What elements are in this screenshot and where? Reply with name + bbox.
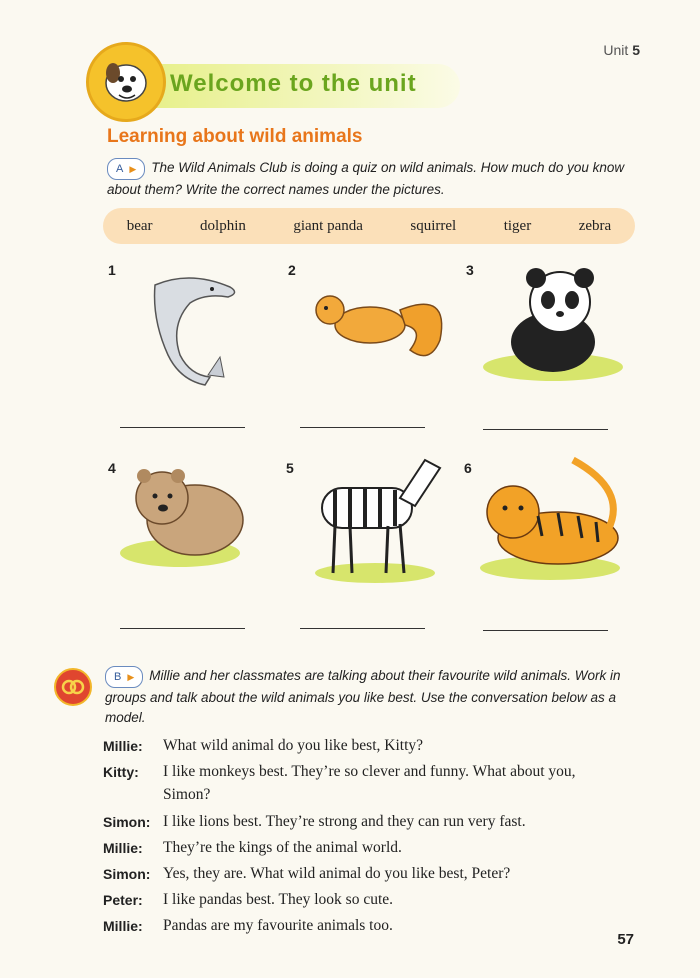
part-b-instruction: B ▶ Millie and her classmates are talking about their favourite wild animals. Work in groups and talk about the wild animals you like best. Use the conversation below as a model. <box>105 666 640 728</box>
dialogue-line: Yes, they are. What wild animal do you like best, Peter? <box>163 865 511 882</box>
zebra-icon <box>300 448 465 603</box>
answer-line[interactable] <box>120 427 245 428</box>
section-title: Learning about wild animals <box>107 126 363 147</box>
dialogue-line: I like monkeys best. They’re so clever and funny. What about you, Simon? <box>163 763 576 803</box>
dialogue-speaker: Millie: <box>103 738 143 754</box>
bear-icon <box>120 458 285 613</box>
squirrel-icon <box>300 270 465 425</box>
word-bank-item: dolphin <box>200 217 246 234</box>
answer-line[interactable] <box>483 429 608 430</box>
dialogue-line: I like lions best. They’re strong and they can run very fast. <box>163 813 526 830</box>
dolphin-icon <box>120 265 285 420</box>
picture-number: 4 <box>108 460 116 476</box>
picture-number: 3 <box>466 262 474 278</box>
answer-line[interactable] <box>483 630 608 631</box>
word-bank-item: giant panda <box>293 217 363 234</box>
dialogue-speaker: Millie: <box>103 840 143 856</box>
answer-line[interactable] <box>300 427 425 428</box>
group-work-icon <box>54 668 92 706</box>
picture-number: 1 <box>108 262 116 278</box>
part-b-badge: B ▶ <box>105 666 143 688</box>
part-a-instruction: A ▶ The Wild Animals Club is doing a quiz on wild animals. How much do you know about them? Write the correct names under the pictures. <box>107 158 629 200</box>
dialogue-speaker: Kitty: <box>103 764 139 780</box>
dialogue-line: Pandas are my favourite animals too. <box>163 917 393 934</box>
dialogue-speaker: Simon: <box>103 866 151 882</box>
word-bank-item: zebra <box>578 217 612 234</box>
dialogue-line: What wild animal do you like best, Kitty? <box>163 737 424 754</box>
tiger-icon <box>478 450 643 605</box>
dialogue-speaker: Peter: <box>103 892 143 908</box>
picture-number: 6 <box>464 460 472 476</box>
part-a-badge: A ▶ <box>107 158 145 180</box>
word-bank <box>103 208 635 244</box>
answer-line[interactable] <box>300 628 425 629</box>
picture-number: 5 <box>286 460 294 476</box>
word-bank-item: bear <box>126 217 153 234</box>
page-number: 57 <box>617 931 634 948</box>
dog-mascot-icon <box>86 42 166 122</box>
word-bank-item: tiger <box>503 217 532 234</box>
dialogue-line: They’re the kings of the animal world. <box>163 839 402 856</box>
picture-number: 2 <box>288 262 296 278</box>
unit-banner: Welcome to the unit <box>150 64 460 108</box>
answer-line[interactable] <box>120 628 245 629</box>
dialogue-speaker: Simon: <box>103 814 151 830</box>
dialogue-line: I like pandas best. They look so cute. <box>163 891 394 908</box>
word-bank-item: squirrel <box>410 217 457 234</box>
dialogue-speaker: Millie: <box>103 918 143 934</box>
panda-icon <box>478 262 643 417</box>
unit-label: Unit 5 <box>603 42 640 58</box>
